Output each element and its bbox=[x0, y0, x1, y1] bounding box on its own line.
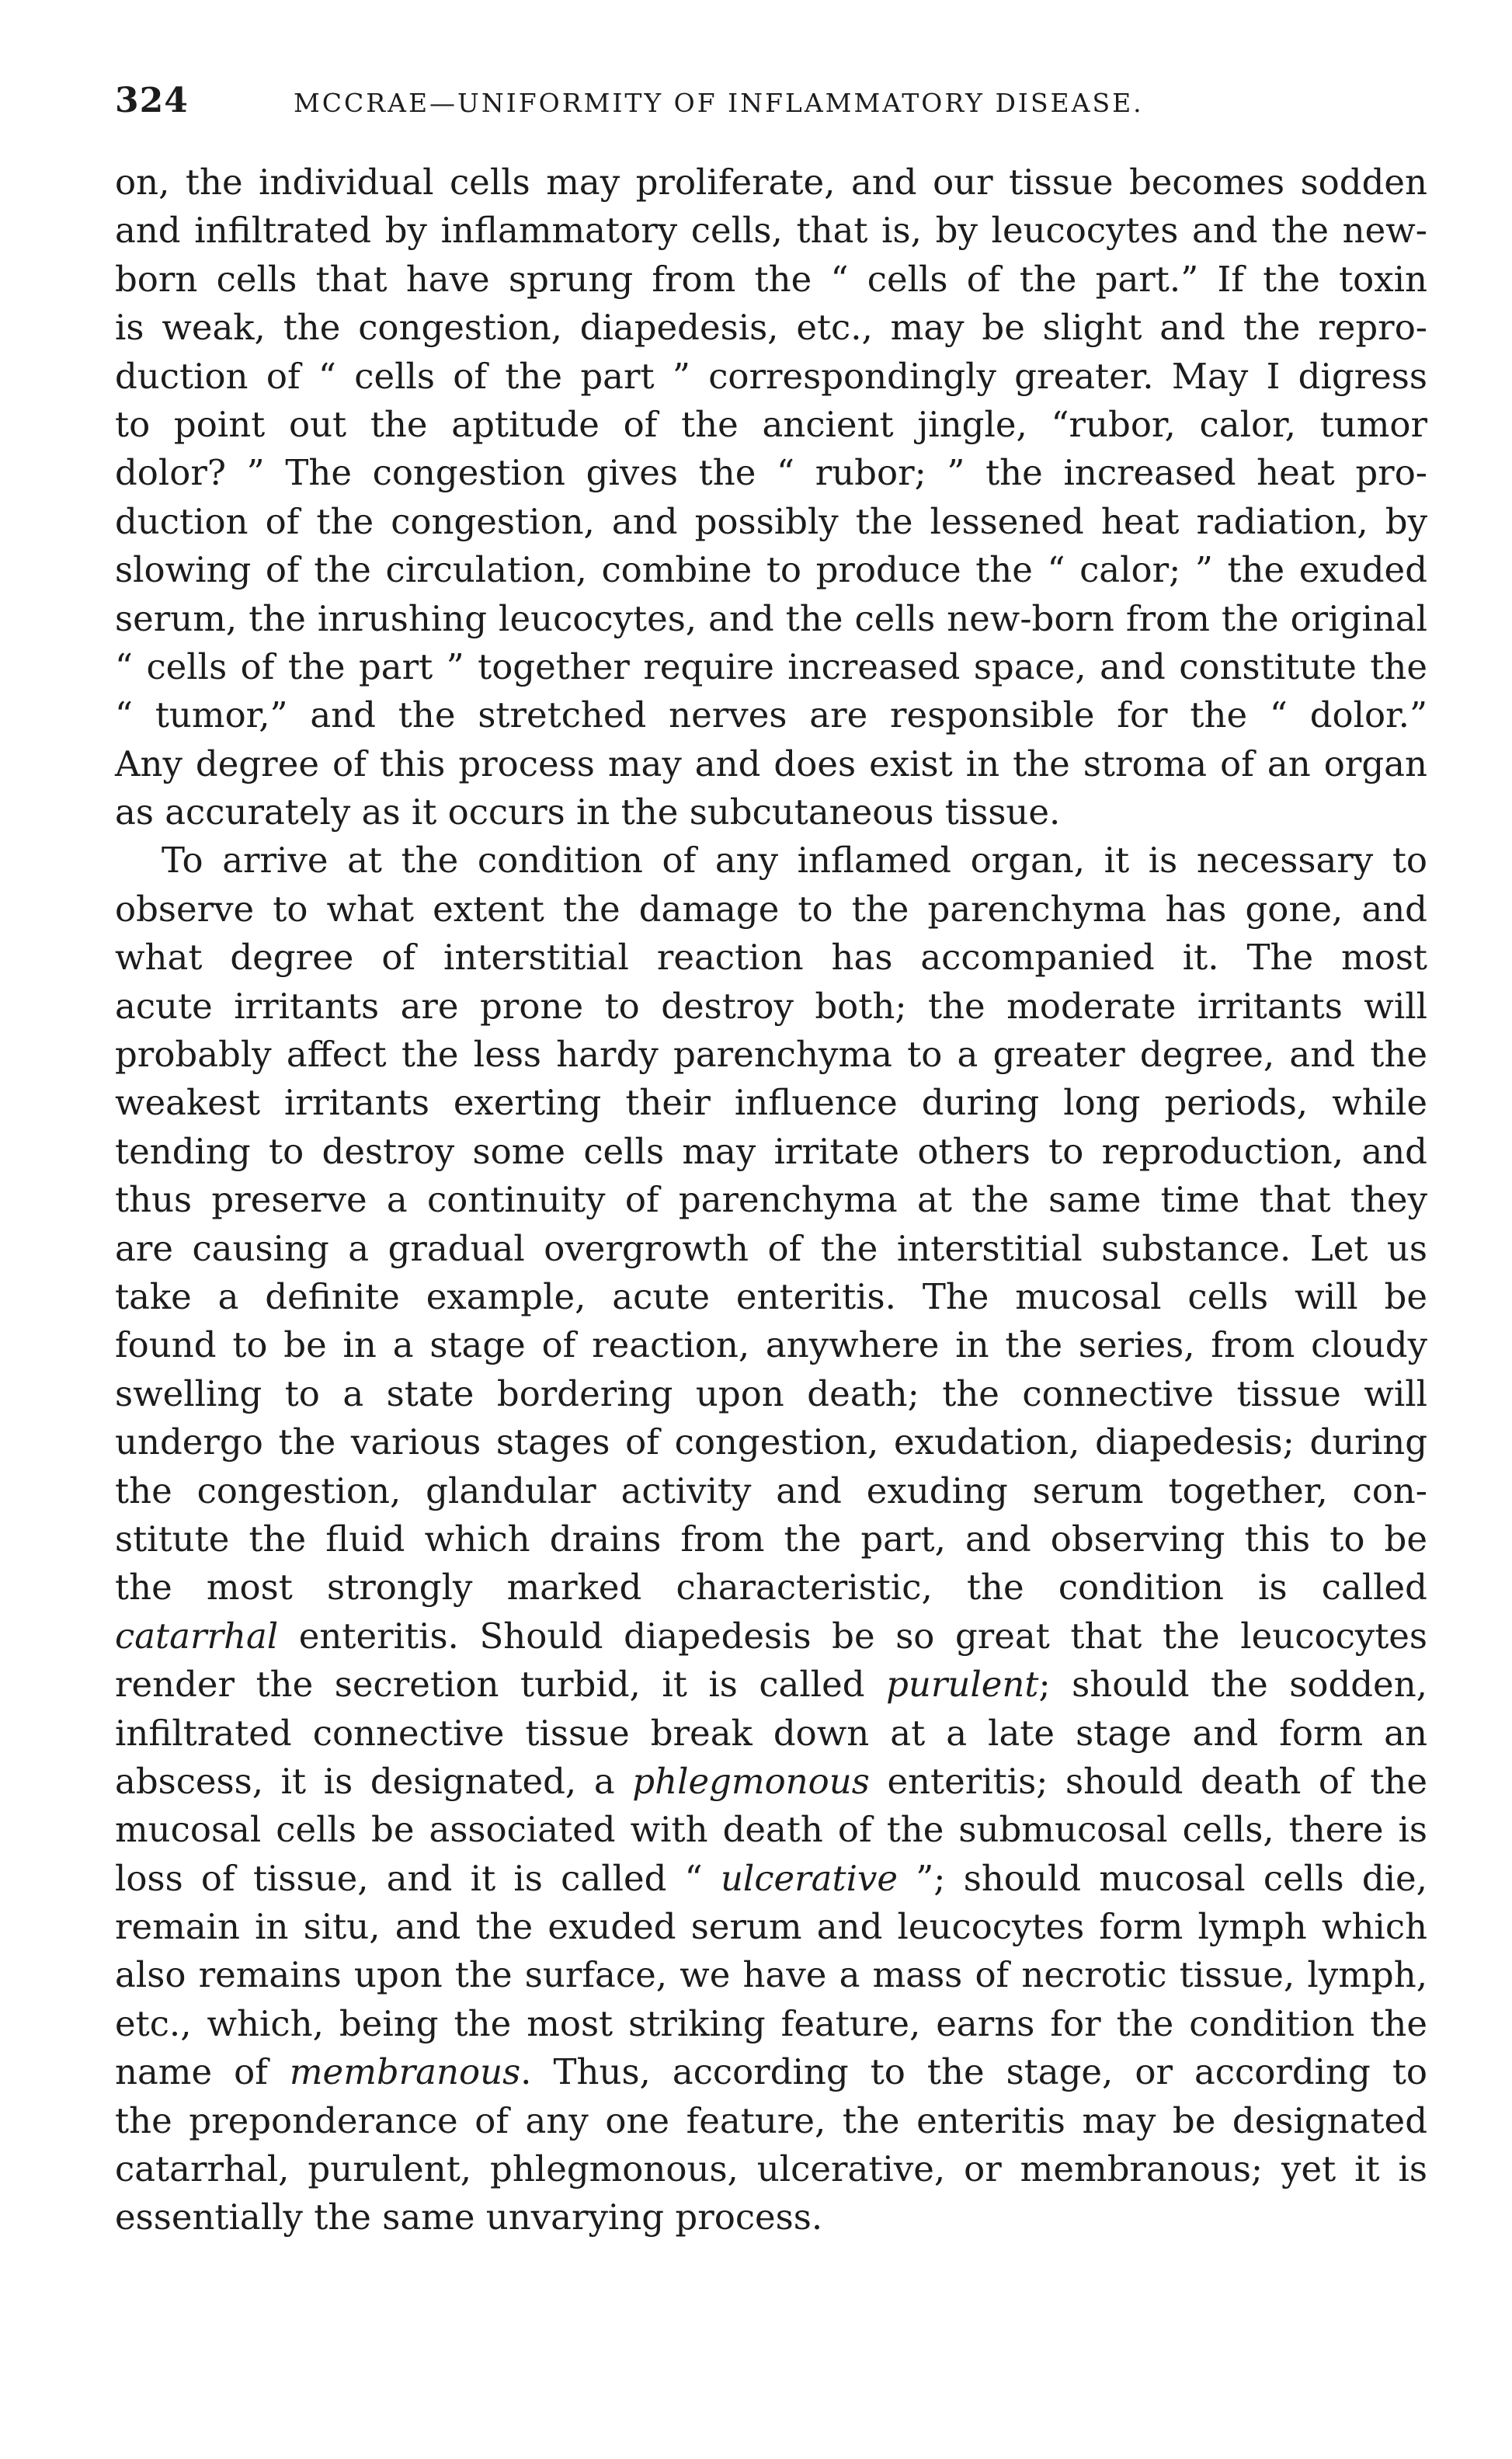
text-line: acute irritants are prone to destroy both; the moderate irritants will bbox=[115, 985, 1427, 1027]
paragraph-1 bbox=[115, 158, 1427, 836]
text-line: born cells that have sprung from the “ cells of the part.” If the toxin bbox=[115, 258, 1427, 300]
page bbox=[115, 81, 1427, 2242]
text-line: catarrhal enteritis. Should diapedesis be so great that the leucocytes bbox=[115, 1615, 1427, 1657]
text-line: on, the individual cells may proliferate, and our tissue becomes sodden bbox=[115, 162, 1427, 203]
italic-term: ulcerative bbox=[720, 1857, 899, 1899]
italic-term: purulent bbox=[886, 1664, 1039, 1706]
italic-term: phlegmonous bbox=[632, 1760, 870, 1802]
text-line: take a definite example, acute enteritis. The mucosal cells will be bbox=[115, 1275, 1427, 1317]
text-line: tending to destroy some cells may irritate others to reproduction, and bbox=[115, 1130, 1427, 1172]
italic-term: catarrhal bbox=[115, 1615, 279, 1657]
text-line: weakest irritants exerting their influence during long periods, while bbox=[115, 1082, 1427, 1124]
text-line: remain in situ, and the exuded serum and leucocytes form lymph which bbox=[115, 1906, 1427, 1948]
text-line: duction of “ cells of the part ” correspondingly greater. May I digress bbox=[115, 355, 1427, 397]
text-line: name of membranous. Thus, according to the stage, or according to bbox=[115, 2051, 1427, 2093]
text-line: Any degree of this process may and does exist in the stroma of an organ bbox=[115, 743, 1427, 784]
text-line: catarrhal, purulent, phlegmonous, ulcerative, or membranous; yet it is bbox=[115, 2148, 1427, 2190]
text-line: essentially the same unvarying process. bbox=[115, 2196, 823, 2238]
text-line: stitute the fluid which drains from the part, and observing this to be bbox=[115, 1518, 1427, 1560]
text-line: thus preserve a continuity of parenchyma at the same time that they bbox=[115, 1179, 1427, 1221]
paragraph-2 bbox=[115, 836, 1427, 2242]
text-line: found to be in a stage of reaction, anywhere in the series, from cloudy bbox=[115, 1324, 1427, 1366]
text-line: the preponderance of any one feature, the enteritis may be designated bbox=[115, 2099, 1427, 2141]
text-line: abscess, it is designated, a phlegmonous enteritis; should death of the bbox=[115, 1760, 1427, 1802]
text-line: undergo the various stages of congestion, exudation, diapedesis; during bbox=[115, 1421, 1427, 1463]
text-line: loss of tissue, and it is called “ ulcerative ”; should mucosal cells die, bbox=[115, 1857, 1427, 1899]
text-line: is weak, the congestion, diapedesis, etc., may be slight and the repro- bbox=[115, 307, 1427, 349]
text-line: mucosal cells be associated with death of the submucosal cells, there is bbox=[115, 1809, 1427, 1851]
text-line: what degree of interstitial reaction has accompanied it. The most bbox=[115, 937, 1427, 979]
body-text bbox=[115, 158, 1427, 2242]
text-line: to point out the aptitude of the ancient jingle, “rubor, calor, tumor bbox=[115, 403, 1427, 445]
text-line: infiltrated connective tissue break down at a late stage and form an bbox=[115, 1712, 1427, 1754]
text-line: the most strongly marked characteristic, the condition is called bbox=[115, 1567, 1427, 1609]
running-head bbox=[115, 81, 1427, 143]
text-line: the congestion, glandular activity and exuding serum together, con- bbox=[115, 1469, 1427, 1511]
text-line: also remains upon the surface, we have a mass of necrotic tissue, lymph, bbox=[115, 1954, 1427, 1996]
page-number: 324 bbox=[115, 81, 189, 120]
text-line: duction of the congestion, and possibly the lessened heat radiation, by bbox=[115, 500, 1427, 542]
text-line: observe to what extent the damage to the parenchyma has gone, and bbox=[115, 888, 1427, 930]
italic-term: membranous bbox=[289, 2051, 521, 2093]
text-line: render the secretion turbid, it is called purulent; should the sodden, bbox=[115, 1664, 1427, 1706]
text-line: “ tumor,” and the stretched nerves are responsible for the “ dolor.” bbox=[115, 694, 1427, 736]
text-line: “ cells of the part ” together require increased space, and constitute the bbox=[115, 645, 1427, 687]
running-title: MCCRAE—UNIFORMITY OF INFLAMMATORY DISEASE. bbox=[294, 88, 1144, 118]
text-line: as accurately as it occurs in the subcutaneous tissue. bbox=[115, 791, 1061, 833]
text-line: etc., which, being the most striking feature, earns for the condition the bbox=[115, 2002, 1427, 2044]
text-line: swelling to a state bordering upon death; the connective tissue will bbox=[115, 1372, 1427, 1414]
text-line: are causing a gradual overgrowth of the interstitial substance. Let us bbox=[115, 1227, 1427, 1269]
text-line: and infiltrated by inflammatory cells, that is, by leucocytes and the new- bbox=[115, 210, 1427, 252]
text-line: To arrive at the condition of any inflamed organ, it is necessary to bbox=[162, 840, 1427, 882]
text-line: slowing of the circulation, combine to produce the “ calor; ” the exuded bbox=[115, 549, 1427, 591]
text-line: dolor? ” The congestion gives the “ rubor; ” the increased heat pro- bbox=[115, 452, 1427, 494]
text-line: serum, the inrushing leucocytes, and the cells new-born from the original bbox=[115, 597, 1427, 639]
text-line: probably affect the less hardy parenchyma to a greater degree, and the bbox=[115, 1034, 1427, 1076]
